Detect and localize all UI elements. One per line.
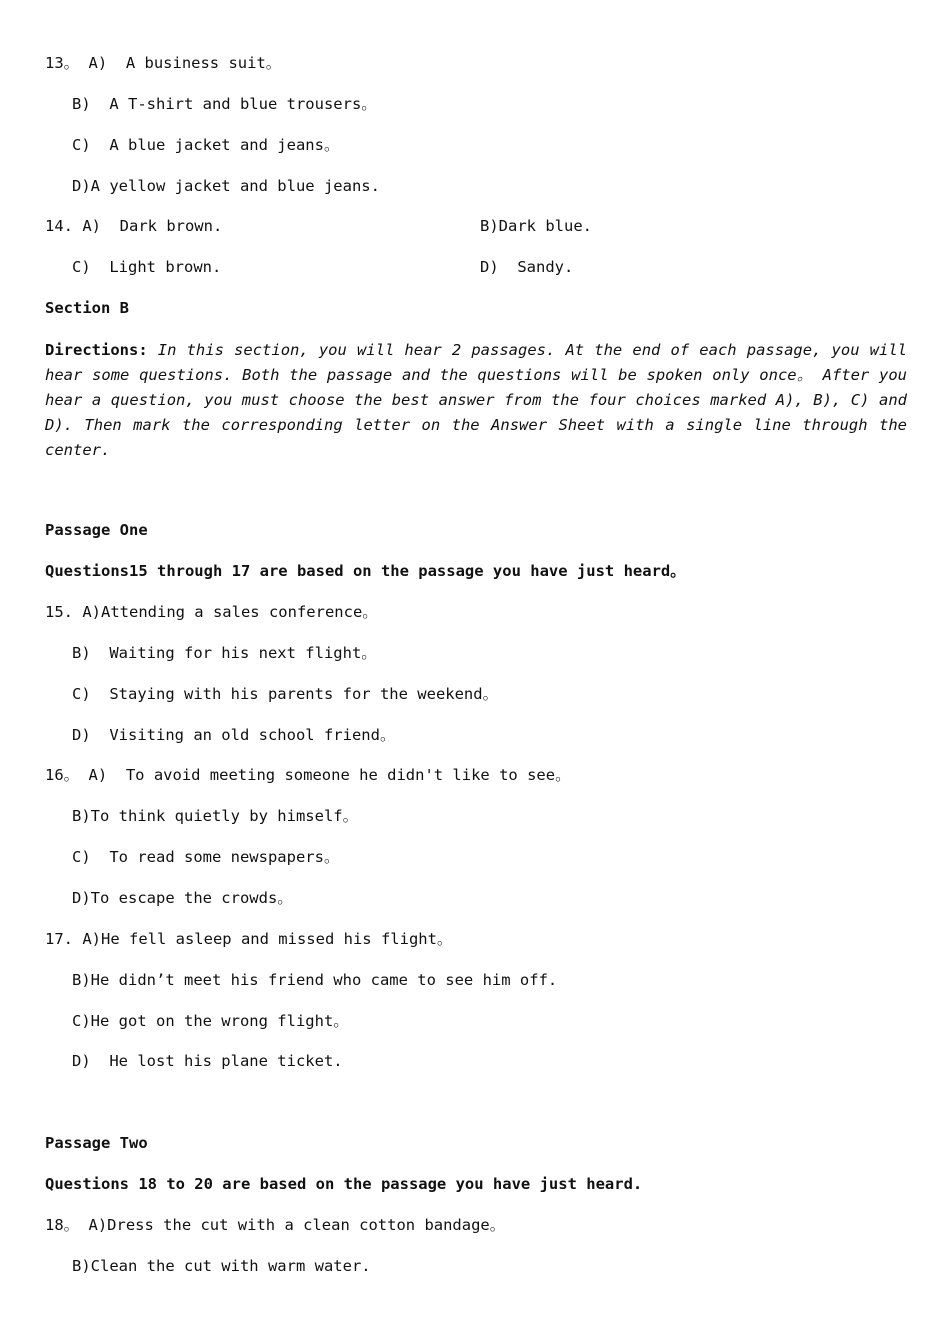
q15-option-a: 15. A)Attending a sales conference。	[45, 603, 378, 621]
q16-option-c: C) To read some newspapers。	[72, 848, 340, 866]
directions-paragraph	[45, 338, 907, 463]
q18-option-a: 18。 A)Dress the cut with a clean cotton bandage。	[45, 1216, 506, 1234]
passage-one-intro: Questions15 through 17 are based on the passage you have just heard。	[45, 562, 686, 580]
q14-option-a: 14. A) Dark brown.	[45, 217, 223, 235]
directions-text: In this section, you will hear 2 passages. At the end of each passage, you will hear some questions. Both the passage and the questions will be spoken only once。 After you hear a question, you must choose the best answer from the four choices marked A), B), C) and D). Then mark the corresponding letter on the Answer Sheet with a single line through the center.	[45, 341, 907, 459]
q15-option-b: B) Waiting for his next flight。	[72, 644, 377, 662]
directions-label: Directions:	[45, 341, 148, 359]
q13-option-d: D)A yellow jacket and blue jeans.	[72, 177, 380, 195]
q16-option-d: D)To escape the crowds。	[72, 889, 293, 907]
passage-two-heading: Passage Two	[45, 1134, 148, 1152]
q13-option-c: C) A blue jacket and jeans。	[72, 136, 340, 154]
q17-option-c: C)He got on the wrong flight。	[72, 1012, 349, 1030]
q17-option-b: B)He didn’t meet his friend who came to see him off.	[72, 971, 558, 989]
q15-option-d: D) Visiting an old school friend。	[72, 726, 396, 744]
q18-option-b: B)Clean the cut with warm water.	[72, 1257, 371, 1275]
q16-option-b: B)To think quietly by himself。	[72, 807, 359, 825]
passage-two-intro: Questions 18 to 20 are based on the passage you have just heard.	[45, 1175, 643, 1193]
q14-option-d: D) Sandy.	[480, 258, 574, 276]
q13-option-b: B) A T-shirt and blue trousers。	[72, 95, 377, 113]
q13-option-a: 13。 A) A business suit。	[45, 54, 282, 72]
passage-one-heading: Passage One	[45, 521, 148, 539]
section-b-heading: Section B	[45, 299, 129, 317]
q17-option-d: D) He lost his plane ticket.	[72, 1052, 343, 1070]
q14-option-c: C) Light brown.	[72, 258, 222, 276]
q16-option-a: 16。 A) To avoid meeting someone he didn't like to see。	[45, 766, 571, 784]
q15-option-c: C) Staying with his parents for the weekend。	[72, 685, 499, 703]
q14-option-b: B)Dark blue.	[480, 217, 592, 235]
q17-option-a: 17. A)He fell asleep and missed his flight。	[45, 930, 453, 948]
